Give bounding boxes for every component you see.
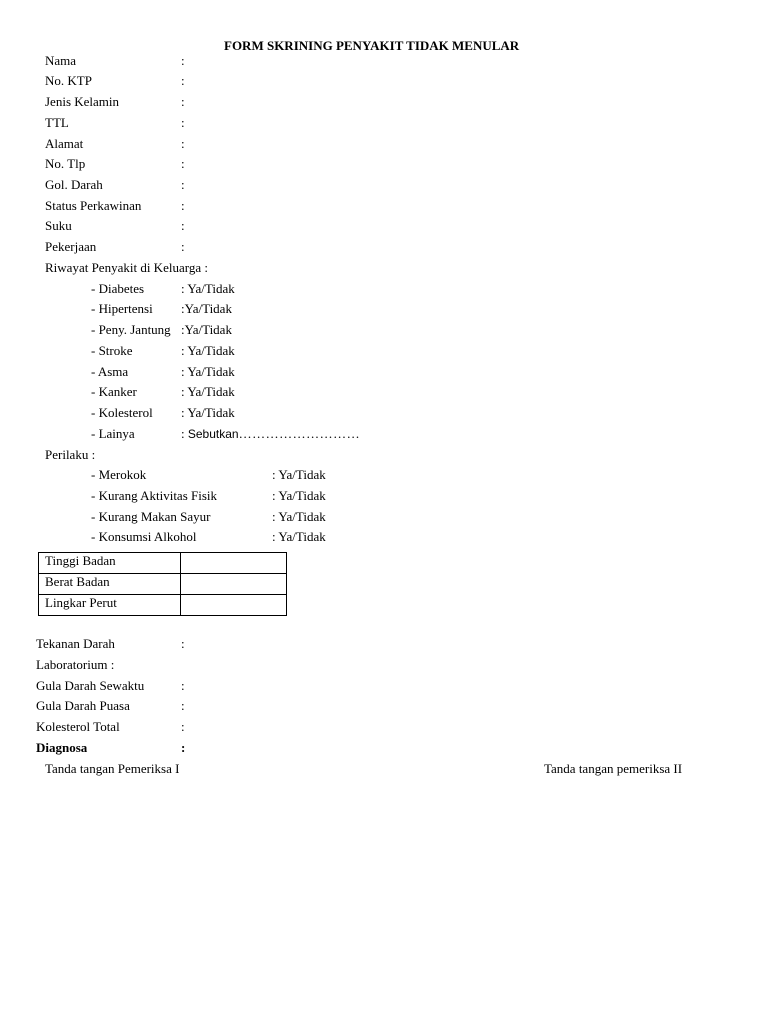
behavior-value: : Ya/Tidak: [272, 509, 326, 524]
behavior-label: - Merokok: [91, 467, 147, 482]
field-label: No. KTP: [45, 73, 92, 88]
field-colon: :: [181, 94, 185, 109]
history-other-line: [181, 426, 360, 442]
exam-label: Gula Darah Puasa: [36, 698, 130, 713]
field-colon: :: [181, 115, 185, 130]
history-value: : Ya/Tidak: [181, 405, 235, 420]
field-colon: :: [181, 239, 185, 254]
measurement-input-cell[interactable]: [180, 573, 287, 595]
history-label: - Kolesterol: [91, 405, 153, 420]
exam-label: Kolesterol Total: [36, 719, 120, 734]
field-colon: :: [181, 218, 185, 233]
exam-label: Gula Darah Sewaktu: [36, 678, 145, 693]
history-label: - Asma: [91, 364, 129, 379]
field-label: Status Perkawinan: [45, 198, 142, 213]
history-value: :Ya/Tidak: [181, 322, 232, 337]
field-label: Alamat: [45, 136, 84, 151]
signature-examiner-1: Tanda tangan Pemeriksa I: [45, 761, 180, 776]
exam-colon: :: [181, 636, 185, 651]
exam-label: Laboratorium :: [36, 657, 115, 672]
field-label: Pekerjaan: [45, 239, 97, 254]
field-colon: :: [181, 198, 185, 213]
table-label-cell: [38, 552, 181, 574]
field-colon: :: [181, 73, 185, 88]
field-label: Gol. Darah: [45, 177, 103, 192]
history-value: : Ya/Tidak: [181, 384, 235, 399]
page-title: FORM SKRINING PENYAKIT TIDAK MENULAR: [224, 38, 520, 53]
diagnosis-colon: :: [181, 740, 186, 755]
measurement-input-cell[interactable]: [180, 594, 287, 616]
field-label: Jenis Kelamin: [45, 94, 120, 109]
history-value: : Ya/Tidak: [181, 364, 235, 379]
history-value: :Ya/Tidak: [181, 301, 232, 316]
exam-label: Tekanan Darah: [36, 636, 115, 651]
field-colon: :: [181, 156, 185, 171]
behavior-label: - Konsumsi Alkohol: [91, 529, 197, 544]
behavior-label: - Kurang Makan Sayur: [91, 509, 211, 524]
history-value: : Ya/Tidak: [181, 281, 235, 296]
history-label: - Hipertensi: [91, 301, 153, 316]
field-label: Nama: [45, 53, 77, 68]
measurement-label: Berat Badan: [45, 574, 110, 589]
exam-colon: :: [181, 678, 185, 693]
exam-colon: :: [181, 719, 185, 734]
measurement-input-cell[interactable]: [180, 552, 287, 574]
table-label-cell: [38, 573, 181, 595]
history-label: - Lainya: [91, 426, 135, 441]
behavior-label: - Kurang Aktivitas Fisik: [91, 488, 218, 503]
history-label: - Stroke: [91, 343, 133, 358]
diagnosis-label: Diagnosa: [36, 740, 88, 755]
behavior-value: : Ya/Tidak: [272, 529, 326, 544]
fill-in-dots: ………………………: [238, 426, 361, 441]
signature-examiner-2: Tanda tangan pemeriksa II: [544, 761, 683, 776]
behavior-value: : Ya/Tidak: [272, 467, 326, 482]
field-colon: :: [181, 136, 185, 151]
field-colon: :: [181, 177, 185, 192]
history-value: : Ya/Tidak: [181, 343, 235, 358]
field-colon: :: [181, 53, 185, 68]
behavior-value: : Ya/Tidak: [272, 488, 326, 503]
history-label: - Diabetes: [91, 281, 145, 296]
section-heading: Perilaku :: [45, 447, 96, 462]
field-label: Suku: [45, 218, 72, 233]
measurement-label: Lingkar Perut: [45, 595, 117, 610]
measurement-label: Tinggi Badan: [45, 553, 116, 568]
table-label-cell: [38, 594, 181, 616]
field-label: No. Tlp: [45, 156, 86, 171]
exam-colon: :: [181, 698, 185, 713]
history-value: :: [181, 426, 188, 441]
specify-text: Sebutkan: [187, 427, 239, 441]
history-label: - Peny. Jantung: [91, 322, 171, 337]
field-label: TTL: [45, 115, 69, 130]
section-heading: Riwayat Penyakit di Keluarga :: [45, 260, 208, 275]
history-label: - Kanker: [91, 384, 137, 399]
